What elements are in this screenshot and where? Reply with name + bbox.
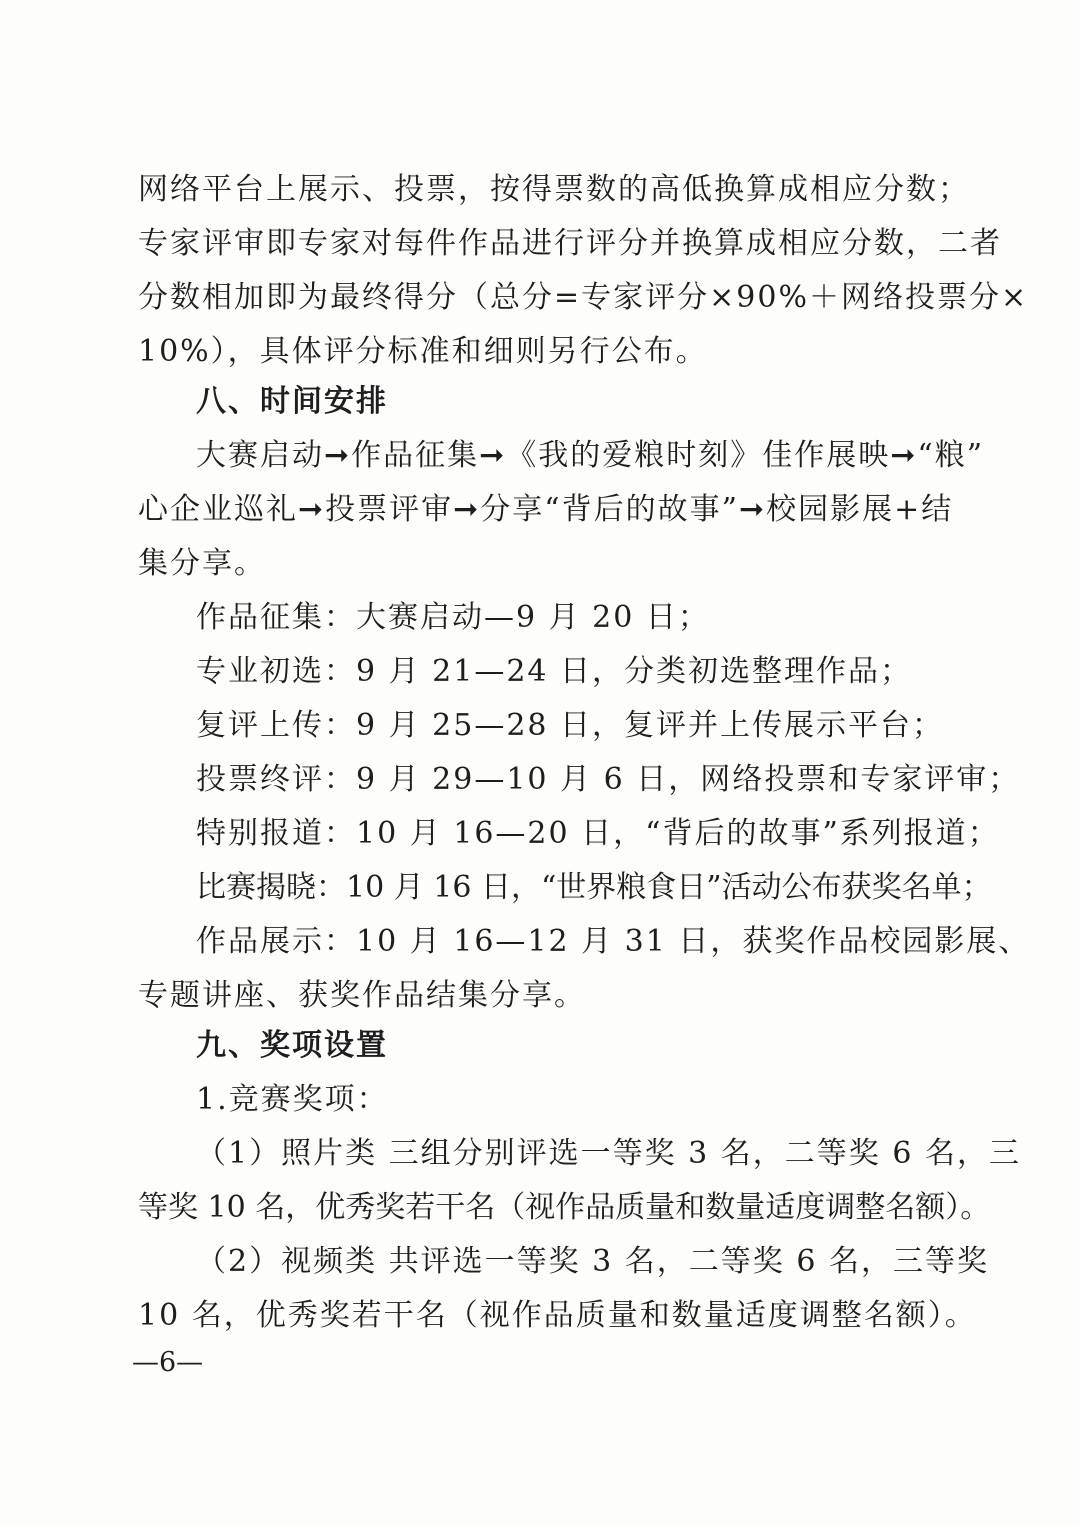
schedule-item: 特别报道：10 月 16—20 日，“背后的故事”系列报道； [196,816,1000,851]
schedule-item: 专业初选：9 月 21—24 日，分类初选整理作品； [196,654,913,689]
award-item-line: 等奖 10 名，优秀奖若干名（视作品质量和数量适度调整名额）。 [138,1190,991,1225]
paragraph-line: 分数相加即为最终得分（总分=专家评分×90%＋网络投票分× [138,280,1029,315]
section-heading-schedule: 八、时间安排 [196,384,388,419]
paragraph-line: 大赛启动➞作品征集➞《我的爱粮时刻》佳作展映➞“粮” [196,438,985,473]
paragraph-line: 心企业巡礼➞投票评审➞分享“背后的故事”➞校园影展+结 [138,492,954,527]
paragraph-line: 集分享。 [138,546,266,581]
schedule-item: 专题讲座、获奖作品结集分享。 [138,978,586,1013]
paragraph-line: 10%），具体评分标准和细则另行公布。 [138,334,708,369]
schedule-item: 复评上传：9 月 25—28 日，复评并上传展示平台； [196,708,945,743]
award-item-line: 10 名，优秀奖若干名（视作品质量和数量适度调整名额）。 [138,1298,977,1333]
award-item-line: （2）视频类 共评选一等奖 3 名，二等奖 6 名，三等奖 [196,1244,989,1279]
page-number: —6— [132,1347,204,1378]
schedule-item: 比赛揭晓：10 月 16 日，“世界粮食日”活动公布获奖名单； [196,870,992,905]
paragraph-line: 专家评审即专家对每件作品进行评分并换算成相应分数，二者 [138,226,1002,261]
schedule-item: 作品征集：大赛启动—9 月 20 日； [196,600,710,635]
paragraph-line: 网络平台上展示、投票，按得票数的高低换算成相应分数； [138,172,970,207]
sub-heading: 1.竞赛奖项： [196,1082,389,1117]
section-heading-awards: 九、奖项设置 [196,1028,388,1063]
award-item-line: （1）照片类 三组分别评选一等奖 3 名，二等奖 6 名，三 [196,1136,1021,1171]
schedule-item: 作品展示：10 月 16—12 月 31 日，获奖作品校园影展、 [196,924,1031,959]
schedule-item: 投票终评：9 月 29—10 月 6 日，网络投票和专家评审； [196,762,1021,797]
